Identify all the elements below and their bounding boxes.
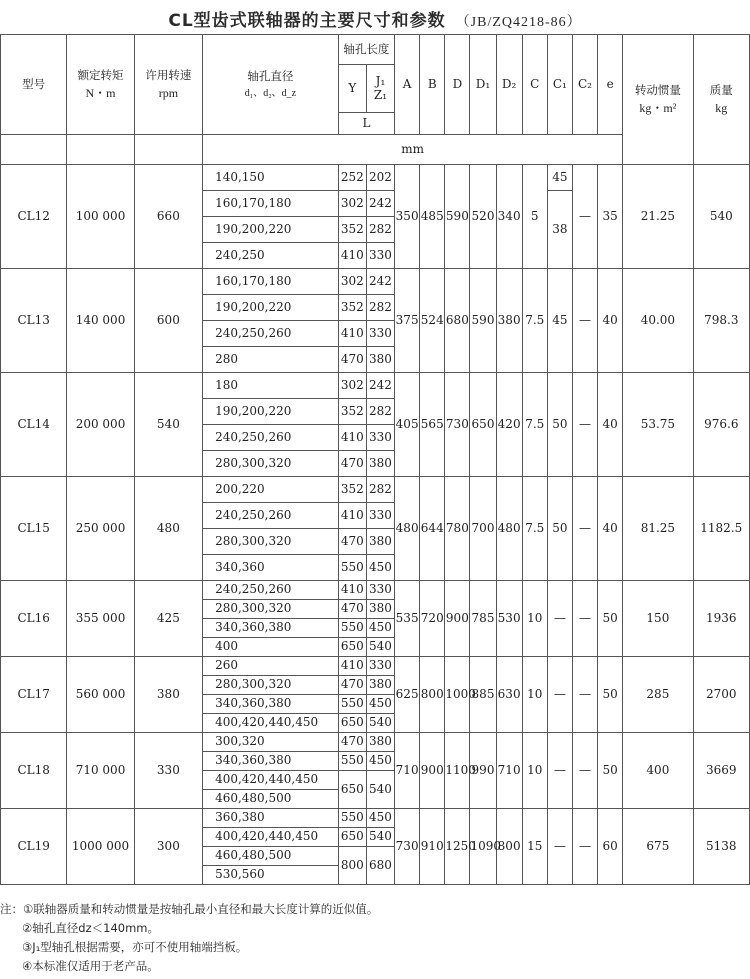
torque-cell: 250 000: [67, 477, 134, 581]
header-bore: 轴孔直径 d₁、d₂、d_z: [203, 35, 339, 135]
model-cell: CL13: [1, 269, 67, 373]
bore-diameter-cell: 240,250,260: [203, 503, 339, 529]
dim-b-cell: 524: [420, 269, 445, 373]
dim-d-cell: 1250: [445, 809, 470, 885]
header-C1: C₁: [547, 35, 572, 135]
dim-d2-cell: 800: [496, 809, 522, 885]
dim-d-cell: 900: [445, 581, 470, 657]
bore-length-j-cell: 330: [366, 503, 394, 529]
model-cell: CL15: [1, 477, 67, 581]
bore-length-y-cell: 800: [338, 847, 366, 885]
bore-length-j-cell: 380: [366, 600, 394, 619]
bore-diameter-cell: 400,420,440,450: [203, 771, 339, 790]
bore-length-y-cell: 650: [338, 828, 366, 847]
dim-d2-cell: 630: [496, 657, 522, 733]
model-cell: CL14: [1, 373, 67, 477]
dim-d-cell: 590: [445, 165, 470, 269]
dim-d2-cell: 420: [496, 373, 522, 477]
dim-c-cell: 15: [522, 809, 547, 885]
header-inertia: 转动惯量 kg・m²: [623, 35, 693, 165]
dim-c2-cell: —: [572, 165, 597, 269]
inertia-cell: 81.25: [623, 477, 693, 581]
mass-cell: 540: [693, 165, 749, 269]
dim-c-cell: 10: [522, 657, 547, 733]
dim-d2-cell: 340: [496, 165, 522, 269]
bore-length-j-cell: 380: [366, 529, 394, 555]
dim-c1-cell: —: [547, 581, 572, 657]
bore-diameter-cell: 240,250: [203, 243, 339, 269]
inertia-cell: 53.75: [623, 373, 693, 477]
header-torque: 额定转矩 N・m: [67, 35, 134, 135]
speed-cell: 480: [134, 477, 202, 581]
dim-b-cell: 565: [420, 373, 445, 477]
model-cell: CL18: [1, 733, 67, 809]
model-cell: CL19: [1, 809, 67, 885]
bore-length-y-cell: 410: [338, 657, 366, 676]
bore-length-j-cell: 450: [366, 752, 394, 771]
dim-e-cell: 40: [598, 269, 623, 373]
dim-c1-cell: 38: [547, 191, 572, 269]
dim-c-cell: 7.5: [522, 373, 547, 477]
bore-diameter-cell: 400,420,440,450: [203, 714, 339, 733]
bore-diameter-cell: 300,320: [203, 733, 339, 752]
dim-b-cell: 485: [420, 165, 445, 269]
bore-length-y-cell: 352: [338, 477, 366, 503]
speed-cell: 300: [134, 809, 202, 885]
bore-length-j-cell: 380: [366, 733, 394, 752]
bore-length-y-cell: 650: [338, 638, 366, 657]
dim-a-cell: 535: [395, 581, 420, 657]
bore-diameter-cell: 460,480,500: [203, 847, 339, 866]
dim-c1-cell: —: [547, 809, 572, 885]
bore-length-j-cell: 330: [366, 581, 394, 600]
bore-diameter-cell: 180: [203, 373, 339, 399]
dim-c2-cell: —: [572, 477, 597, 581]
bore-length-j-cell: 282: [366, 477, 394, 503]
speed-cell: 425: [134, 581, 202, 657]
dim-d2-cell: 710: [496, 733, 522, 809]
table-row: [1, 477, 750, 503]
dim-b-cell: 720: [420, 581, 445, 657]
bore-length-y-cell: 410: [338, 243, 366, 269]
dim-c1-cell: 50: [547, 373, 572, 477]
table-row: [1, 809, 750, 828]
bore-length-y-cell: 470: [338, 600, 366, 619]
dim-a-cell: 375: [395, 269, 420, 373]
bore-diameter-cell: 400: [203, 638, 339, 657]
dim-e-cell: 60: [598, 809, 623, 885]
inertia-cell: 150: [623, 581, 693, 657]
bore-length-y-cell: 410: [338, 321, 366, 347]
dim-a-cell: 350: [395, 165, 420, 269]
note-3: ③J₁型轴孔根据需要，亦可不使用轴端挡板。: [22, 940, 248, 954]
bore-length-y-cell: 470: [338, 676, 366, 695]
bore-diameter-cell: 240,250,260: [203, 581, 339, 600]
header-mass: 质量 kg: [693, 35, 749, 165]
bore-length-j-cell: 330: [366, 321, 394, 347]
dim-c2-cell: —: [572, 373, 597, 477]
dim-a-cell: 710: [395, 733, 420, 809]
dim-c1-cell: 45: [547, 165, 572, 191]
bore-length-j-cell: 330: [366, 657, 394, 676]
table-row: [1, 269, 750, 295]
model-cell: CL12: [1, 165, 67, 269]
bore-length-j-cell: 380: [366, 451, 394, 477]
dim-d-cell: 1000: [445, 657, 470, 733]
bore-diameter-cell: 190,200,220: [203, 399, 339, 425]
bore-length-y-cell: 352: [338, 217, 366, 243]
dim-b-cell: 910: [420, 809, 445, 885]
dim-c2-cell: —: [572, 269, 597, 373]
bore-length-y-cell: 550: [338, 809, 366, 828]
torque-cell: 100 000: [67, 165, 134, 269]
bore-length-j-cell: 540: [366, 771, 394, 809]
bore-diameter-cell: 240,250,260: [203, 321, 339, 347]
torque-cell: 710 000: [67, 733, 134, 809]
mass-cell: 976.6: [693, 373, 749, 477]
bore-length-j-cell: 282: [366, 399, 394, 425]
notes: [0, 900, 750, 976]
speed-cell: 380: [134, 657, 202, 733]
bore-diameter-cell: 340,360,380: [203, 695, 339, 714]
dim-b-cell: 800: [420, 657, 445, 733]
bore-length-y-cell: 650: [338, 714, 366, 733]
inertia-cell: 285: [623, 657, 693, 733]
bore-length-y-cell: 470: [338, 529, 366, 555]
dim-c2-cell: —: [572, 809, 597, 885]
bore-length-y-cell: 550: [338, 752, 366, 771]
dim-c-cell: 10: [522, 733, 547, 809]
header-Y: Y: [338, 65, 366, 113]
table-row: [1, 165, 750, 191]
speed-cell: 600: [134, 269, 202, 373]
bore-length-y-cell: 252: [338, 165, 366, 191]
bore-diameter-cell: 160,170,180: [203, 191, 339, 217]
bore-length-j-cell: 242: [366, 373, 394, 399]
bore-length-j-cell: 450: [366, 619, 394, 638]
table-row: [1, 581, 750, 600]
dim-c2-cell: —: [572, 657, 597, 733]
bore-length-j-cell: 450: [366, 695, 394, 714]
header-D2: D₂: [496, 35, 522, 135]
mass-cell: 5138: [693, 809, 749, 885]
bore-length-j-cell: 242: [366, 191, 394, 217]
torque-cell: 140 000: [67, 269, 134, 373]
bore-diameter-cell: 280: [203, 347, 339, 373]
dim-d1-cell: 650: [470, 373, 496, 477]
dim-c1-cell: —: [547, 657, 572, 733]
mass-cell: 1182.5: [693, 477, 749, 581]
dim-e-cell: 40: [598, 477, 623, 581]
dim-c1-cell: 45: [547, 269, 572, 373]
torque-cell: 355 000: [67, 581, 134, 657]
bore-length-j-cell: 540: [366, 828, 394, 847]
bore-length-j-cell: 282: [366, 217, 394, 243]
dim-d2-cell: 480: [496, 477, 522, 581]
torque-cell: 200 000: [67, 373, 134, 477]
dim-e-cell: 35: [598, 165, 623, 269]
dim-c-cell: 7.5: [522, 269, 547, 373]
bore-diameter-cell: 340,360: [203, 555, 339, 581]
page-title: CL型齿式联轴器的主要尺寸和参数 （JB/ZQ4218-86）: [168, 11, 582, 31]
header-e: e: [598, 35, 623, 135]
bore-diameter-cell: 280,300,320: [203, 451, 339, 477]
bore-length-j-cell: 380: [366, 347, 394, 373]
bore-length-j-cell: 680: [366, 847, 394, 885]
dim-d2-cell: 530: [496, 581, 522, 657]
speed-cell: 330: [134, 733, 202, 809]
header-bore-length: 轴孔长度: [338, 35, 394, 65]
bore-length-y-cell: 352: [338, 399, 366, 425]
bore-length-y-cell: 470: [338, 451, 366, 477]
bore-length-j-cell: 380: [366, 676, 394, 695]
header-speed: 许用转速 rpm: [134, 35, 202, 135]
dim-b-cell: 900: [420, 733, 445, 809]
dim-c-cell: 7.5: [522, 477, 547, 581]
bore-length-j-cell: 242: [366, 269, 394, 295]
bore-length-j-cell: 540: [366, 638, 394, 657]
bore-length-y-cell: 302: [338, 373, 366, 399]
bore-length-y-cell: 550: [338, 619, 366, 638]
note-2: ②轴孔直径dz＜140mm。: [22, 921, 159, 935]
note-1: 注：①联轴器质量和转动惯量是按轴孔最小直径和最大长度计算的近似值。: [0, 902, 379, 916]
dim-c2-cell: —: [572, 733, 597, 809]
bore-diameter-cell: 340,360,380: [203, 619, 339, 638]
bore-diameter-cell: 280,300,320: [203, 529, 339, 555]
bore-diameter-cell: 280,300,320: [203, 676, 339, 695]
bore-length-j-cell: 330: [366, 425, 394, 451]
mass-cell: 798.3: [693, 269, 749, 373]
header-D: D: [445, 35, 470, 135]
bore-diameter-cell: 240,250,260: [203, 425, 339, 451]
model-cell: CL17: [1, 657, 67, 733]
bore-length-y-cell: 470: [338, 733, 366, 752]
bore-length-y-cell: 302: [338, 269, 366, 295]
bore-diameter-cell: 190,200,220: [203, 217, 339, 243]
dim-a-cell: 405: [395, 373, 420, 477]
dim-d-cell: 1100: [445, 733, 470, 809]
dim-c1-cell: —: [547, 733, 572, 809]
header-D1: D₁: [470, 35, 496, 135]
mass-cell: 1936: [693, 581, 749, 657]
bore-length-y-cell: 470: [338, 347, 366, 373]
bore-diameter-cell: 400,420,440,450: [203, 828, 339, 847]
bore-length-j-cell: 450: [366, 809, 394, 828]
dim-e-cell: 50: [598, 581, 623, 657]
torque-cell: 1000 000: [67, 809, 134, 885]
bore-length-y-cell: 410: [338, 425, 366, 451]
header-model: 型号: [1, 35, 67, 135]
dim-e-cell: 50: [598, 657, 623, 733]
dim-d1-cell: 990: [470, 733, 496, 809]
bore-length-y-cell: 550: [338, 555, 366, 581]
inertia-cell: 400: [623, 733, 693, 809]
torque-cell: 560 000: [67, 657, 134, 733]
inertia-cell: 40.00: [623, 269, 693, 373]
speed-cell: 660: [134, 165, 202, 269]
dim-d1-cell: 785: [470, 581, 496, 657]
bore-diameter-cell: 460,480,500: [203, 790, 339, 809]
bore-length-y-cell: 410: [338, 581, 366, 600]
bore-length-j-cell: 330: [366, 243, 394, 269]
dim-b-cell: 644: [420, 477, 445, 581]
dim-a-cell: 730: [395, 809, 420, 885]
dim-c2-cell: —: [572, 581, 597, 657]
bore-diameter-cell: 190,200,220: [203, 295, 339, 321]
header-B: B: [420, 35, 445, 135]
bore-diameter-cell: 160,170,180: [203, 269, 339, 295]
bore-diameter-cell: 280,300,320: [203, 600, 339, 619]
mass-cell: 2700: [693, 657, 749, 733]
bore-length-j-cell: 450: [366, 555, 394, 581]
header-C2: C₂: [572, 35, 597, 135]
dim-d-cell: 780: [445, 477, 470, 581]
dim-d1-cell: 1090: [470, 809, 496, 885]
dim-d1-cell: 520: [470, 165, 496, 269]
dim-d1-cell: 700: [470, 477, 496, 581]
bore-diameter-cell: 140,150: [203, 165, 339, 191]
header-L: L: [338, 113, 394, 135]
header-mm-unit: mm: [203, 135, 623, 165]
dim-c1-cell: 50: [547, 477, 572, 581]
dim-d1-cell: 885: [470, 657, 496, 733]
dim-c-cell: 10: [522, 581, 547, 657]
bore-length-y-cell: 650: [338, 771, 366, 809]
inertia-cell: 675: [623, 809, 693, 885]
bore-length-y-cell: 352: [338, 295, 366, 321]
bore-length-y-cell: 550: [338, 695, 366, 714]
dim-e-cell: 50: [598, 733, 623, 809]
bore-length-j-cell: 540: [366, 714, 394, 733]
table-row: [1, 373, 750, 399]
standard-code: （JB/ZQ4218-86）: [455, 15, 582, 30]
bore-diameter-cell: 200,220: [203, 477, 339, 503]
dim-a-cell: 480: [395, 477, 420, 581]
dim-d-cell: 680: [445, 269, 470, 373]
spec-table: [0, 34, 750, 885]
dim-d-cell: 730: [445, 373, 470, 477]
note-4: ④本标准仅适用于老产品。: [22, 959, 159, 973]
bore-diameter-cell: 340,360,380: [203, 752, 339, 771]
dim-e-cell: 40: [598, 373, 623, 477]
dim-d1-cell: 590: [470, 269, 496, 373]
dim-d2-cell: 380: [496, 269, 522, 373]
inertia-cell: 21.25: [623, 165, 693, 269]
header-J1Z1: J₁ Z₁: [366, 65, 394, 113]
speed-cell: 540: [134, 373, 202, 477]
bore-length-j-cell: 202: [366, 165, 394, 191]
mass-cell: 3669: [693, 733, 749, 809]
bore-diameter-cell: 530,560: [203, 866, 339, 885]
dim-a-cell: 625: [395, 657, 420, 733]
bore-diameter-cell: 360,380: [203, 809, 339, 828]
table-row: [1, 733, 750, 752]
bore-length-y-cell: 302: [338, 191, 366, 217]
bore-length-y-cell: 410: [338, 503, 366, 529]
bore-diameter-cell: 260: [203, 657, 339, 676]
header-A: A: [395, 35, 420, 135]
model-cell: CL16: [1, 581, 67, 657]
bore-length-j-cell: 282: [366, 295, 394, 321]
table-row: [1, 657, 750, 676]
dim-c-cell: 5: [522, 165, 547, 269]
header-C: C: [522, 35, 547, 135]
